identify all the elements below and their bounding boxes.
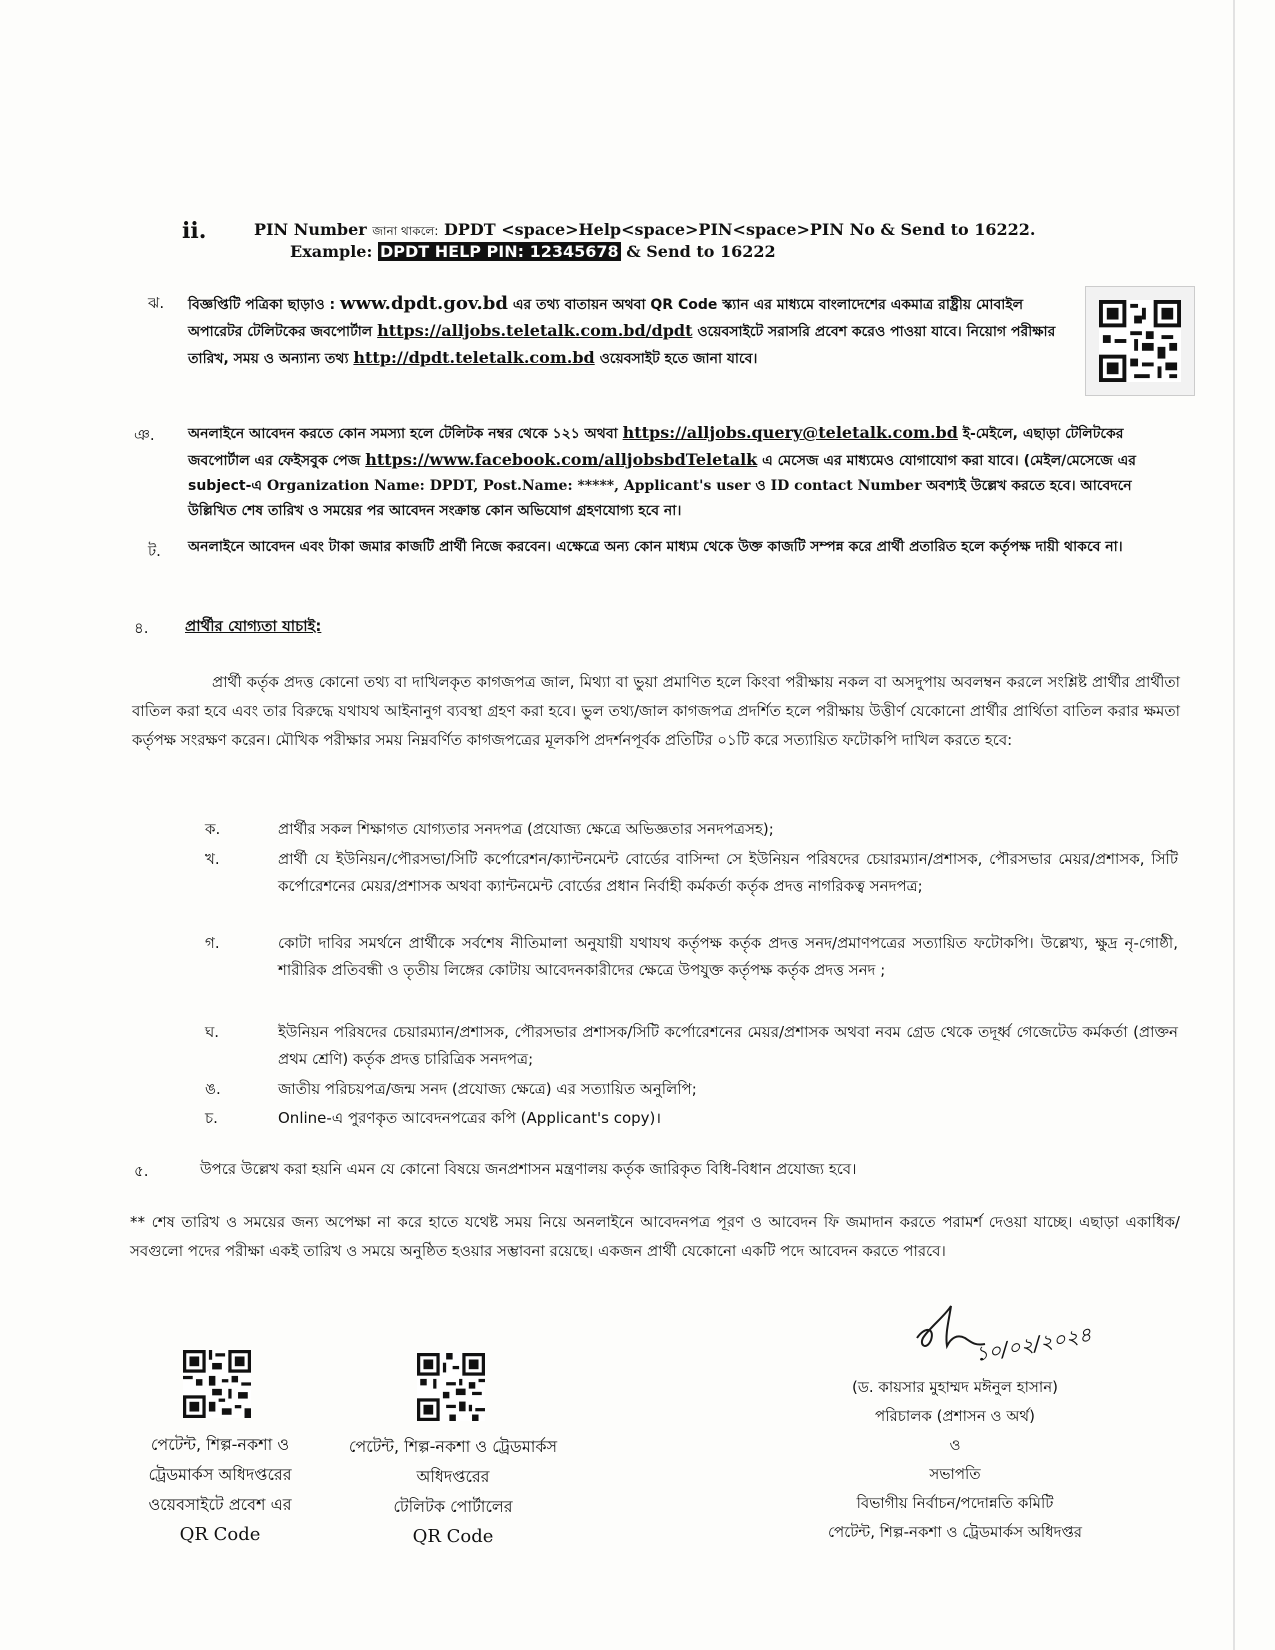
signatory-name: (ড. কায়সার মুহাম্মদ মঈনুল হাসান) — [851, 1378, 1059, 1396]
item-nya-email[interactable]: https://alljobs.query@teletalk.com.bd — [622, 423, 958, 442]
caption-line: টেলিটক পোর্টালের — [393, 1497, 513, 1516]
item-jha-paragraph — [188, 291, 1068, 372]
item-jha-marker: ঝ. — [148, 294, 165, 312]
pin-instruction-line — [254, 220, 1035, 243]
section-4-title: প্রার্থীর যোগ্যতা যাচাই: — [185, 617, 322, 635]
caption-line: পেটেন্ট, শিল্প-নকশা ও ট্রেডমার্কস — [348, 1437, 558, 1456]
pin-example-send: & Send to 16222 — [626, 242, 776, 261]
signatory-org: পেটেন্ট, শিল্প-নকশা ও ট্রেডমার্কস অধিদপ্তর — [827, 1523, 1083, 1541]
caption-line: অধিদপ্তরের — [416, 1467, 490, 1486]
list-item-text: প্রার্থীর সকল শিক্ষাগত যোগ্যতার সনদপত্র (প্রযোজ্য ক্ষেত্রে অভিজ্ঞতার সনদপত্রসহ); — [278, 820, 774, 838]
list-item-marker: ঘ. — [205, 1023, 220, 1041]
item-nya-text-3: এ মেসেজ এর মাধ্যমেও যোগাযোগ করা যাবে। (মেইল/মেসেজে এর subject-এ — [188, 453, 1136, 494]
item-nya-text-1: অনলাইনে আবেদন করতে কোন সমস্যা হলে টেলিটক নম্বর থেকে ১২১ অথবা — [188, 426, 623, 442]
item-ta-text: অনলাইনে আবেদন এবং টাকা জমার কাজটি প্রার্থী নিজে করবেন। এক্ষেত্রে অন্য কোন মাধ্যম থেকে উক্ত কাজটি সম্পন্ন করে প্রার্থী প্রতারিত হলে কর্তৃপক্ষ দায়ী থাকবে না। — [188, 539, 1123, 555]
item-nya-paragraph — [188, 420, 1158, 524]
list-item-marker: খ. — [205, 850, 220, 868]
section-4-number: ৪. — [134, 619, 149, 637]
item-nya-marker: ঞ. — [134, 426, 155, 444]
teletalk-qr-code — [417, 1353, 485, 1425]
signatory-committee: বিভাগীয় নির্বাচন/পদোন্নতি কমিটি — [856, 1494, 1054, 1512]
list-item-text: প্রার্থী যে ইউনিয়ন/পৌরসভা/সিটি কর্পোরেশন/ক্যান্টনমেন্ট বোর্ডের বাসিন্দা সে ইউনিয়ন পরিষদের চেয়ারম্যান/প্রশাসক, পৌরসভার মেয়র/প্রশাসক, সিটি কর্পোরেশনের মেয়র/প্রশাসক অথবা ক্যান্টনমেন্ট বোর্ডের প্রধান নির্বাহী কর্মকর্তা কর্তৃক প্রদত্ত নাগরিকত্ব সনদপত্র; — [278, 850, 1178, 895]
list-item-marker: ঙ. — [205, 1080, 221, 1098]
signature-date: ১০/০২/২০২৪ — [973, 1322, 1094, 1367]
item-jha-text-4: ওয়েবসাইট হতে জানা যাবে। — [594, 351, 758, 367]
caption-line: পেটেন্ট, শিল্প-নকশা ও — [150, 1435, 290, 1454]
item-nya-org: Organization Name: DPDT, Post.Name: *****, Applicant's user ও ID contact Number — [266, 478, 922, 494]
item-nya-facebook-url[interactable]: https://www.facebook.com/alljobsbdTeletalk — [365, 450, 758, 469]
pin-known-text: জানা থাকলে: — [372, 224, 439, 238]
signatory-title-2: সভাপতি — [929, 1465, 981, 1483]
list-item-marker: গ. — [205, 934, 220, 952]
signatory-block — [770, 1373, 1140, 1547]
caption-line: QR Code — [412, 1526, 494, 1547]
deadline-note: ** শেষ তারিখ ও সময়ের জন্য অপেক্ষা না করে হাতে যথেষ্ট সময় নিয়ে অনলাইনে আবেদনপত্র পূরণ ও আবেদন ফি জমাদান করতে পরামর্শ দেওয়া যাচ্ছে। এছাড়া একাধিক/সবগুলো পদের পরীক্ষা একই তারিখ ও সময়ে অনুষ্ঠিত হওয়ার সম্ভাবনা রয়েছে। একজন প্রার্থী যেকোনো একটি পদে আবেদন করতে পারবে। — [130, 1213, 1180, 1260]
pin-example-label: Example: — [290, 242, 373, 261]
caption-line: QR Code — [179, 1524, 261, 1545]
qr-code-icon — [1099, 300, 1181, 382]
signatory-and: ও — [949, 1436, 961, 1454]
section-5-text: উপরে উল্লেখ করা হয়নি এমন যে কোনো বিষয়ে জনপ্রশাসন মন্ত্রণালয় কর্তৃক জারিকৃত বিধি-বিধান প্রযোজ্য হবে। — [200, 1160, 857, 1178]
section-5-number: ৫. — [134, 1162, 149, 1180]
item-jha-site: www.dpdt.gov.bd — [340, 293, 508, 314]
list-item-marker: চ. — [205, 1109, 218, 1127]
pin-example-line — [290, 242, 776, 261]
item-jha-url-2[interactable]: http://dpdt.teletalk.com.bd — [353, 348, 595, 367]
caption-line: ট্রেডমার্কস অধিদপ্তরের — [148, 1465, 292, 1484]
signatory-title: পরিচালক (প্রশাসন ও অর্থ) — [875, 1407, 1035, 1425]
item-ta-marker: ট. — [148, 542, 161, 560]
list-item-text: কোটা দাবির সমর্থনে প্রার্থীকে সর্বশেষ নীতিমালা অনুযায়ী যথাযথ কর্তৃপক্ষ কর্তৃক প্রদত্ত সনদ/প্রমাণপত্রের সত্যায়িত ফটোকপি। উল্লেখ্য, ক্ষুদ্র নৃ-গোষ্ঠী, শারীরিক প্রতিবন্ধী ও তৃতীয় লিঙ্গের কোটায় আবেদনকারীদের ক্ষেত্রে উপযুক্ত কর্তৃপক্ষ কর্তৃক প্রদত্ত সনদ ; — [278, 934, 1178, 979]
list-item-marker: ক. — [205, 820, 221, 838]
teletalk-qr-caption — [318, 1432, 588, 1552]
item-jha-text-2: এর তথ্য বাতায়ন অথবা QR Code স্ক্যান এর মাধ্যমে বাংলাদেশের একমাত্র রাষ্ট্রীয় মোবাইল অপারেটর টেলিটকের জবপোর্টাল — [188, 297, 1024, 340]
list-item-text: জাতীয় পরিচয়পত্র/জন্ম সনদ (প্রযোজ্য ক্ষেত্রে) এর সত্যায়িত অনুলিপি; — [278, 1080, 697, 1098]
pin-instruction: DPDT <space>Help<space>PIN<space>PIN No & Send to 16222. — [444, 220, 1036, 239]
item-jha-text-1: বিজ্ঞপ্তিটি পত্রিকা ছাড়াও : — [188, 297, 340, 313]
website-qr-code — [183, 1350, 251, 1422]
qr-code-icon — [183, 1350, 251, 1418]
list-item-text: ইউনিয়ন পরিষদের চেয়ারম্যান/প্রশাসক, পৌরসভার প্রশাসক/সিটি কর্পোরেশনের মেয়র/প্রশাসক অথবা নবম গ্রেড থেকে তদূর্ধ্ব গেজেটেড কর্মকর্তা (প্রাক্তন প্রথম শ্রেণি) কর্তৃক প্রদত্ত চারিত্রিক সনদপত্র; — [278, 1023, 1178, 1068]
section-4-intro: প্রার্থী কর্তৃক প্রদত্ত কোনো তথ্য বা দাখিলকৃত কাগজপত্র জাল, মিথ্যা বা ভুয়া প্রমাণিত হলে কিংবা পরীক্ষায় নকল বা অসদুপায় অবলম্বন করলে সংশ্লিষ্ট প্রার্থীর প্রার্থীতা বাতিল করা হবে এবং তার বিরুদ্ধে যথাযথ আইনানুগ ব্যবস্থা গ্রহণ করা হবে। ভুল তথ্য/জাল কাগজপত্র প্রদর্শিত হলে পরীক্ষায় উত্তীর্ণ যেকোনো প্রার্থীর প্রার্থিতা বাতিল করার ক্ষমতা কর্তৃপক্ষ সংরক্ষণ করেন। মৌখিক পরীক্ষার সময় নিম্নবর্ণিত কাগজপত্রের মূলকপি প্রদর্শনপূর্বক প্রতিটির ০১টি করে সত্যায়িত ফটোকপি দাখিল করতে হবে: — [132, 673, 1180, 749]
scan-edge — [1233, 0, 1235, 1650]
qr-code-icon — [417, 1353, 485, 1421]
item-jha-text-3: ওয়েবসাইটে সরাসরি প্রবেশ করেও পাওয়া যাবে। নিয়োগ পরীক্ষার তারিখ, সময় ও অন্যান্য তথ্য — [188, 324, 1056, 367]
item-nya-text-4: অবশ্যই উল্লেখ করতে হবে। আবেদনে উল্লিখিত শেষ তারিখ ও সময়ের পর আবেদন সংক্রান্ত কোন অভিযোগ গ্রহণযোগ্য হবে না। — [188, 478, 1132, 519]
item-jha-url-1[interactable]: https://alljobs.teletalk.com.bd/dpdt — [377, 321, 693, 340]
dpdt-qr-code — [1085, 286, 1195, 396]
pin-marker: ii. — [182, 218, 207, 244]
caption-line: ওয়েবসাইটে প্রবেশ এর — [148, 1495, 292, 1514]
pin-example-code: DPDT HELP PIN: 12345678 — [379, 242, 619, 261]
list-item-text: Online-এ পুরণকৃত আবেদনপত্রের কপি (Applicant's copy)। — [278, 1109, 662, 1127]
pin-label: PIN Number — [254, 220, 367, 239]
website-qr-caption — [110, 1430, 330, 1550]
item-nya-text-2: ই-মেইলে, এছাড়া টেলিটকের জবপোর্টাল এর ফেইসবুক পেজ — [188, 426, 1124, 469]
